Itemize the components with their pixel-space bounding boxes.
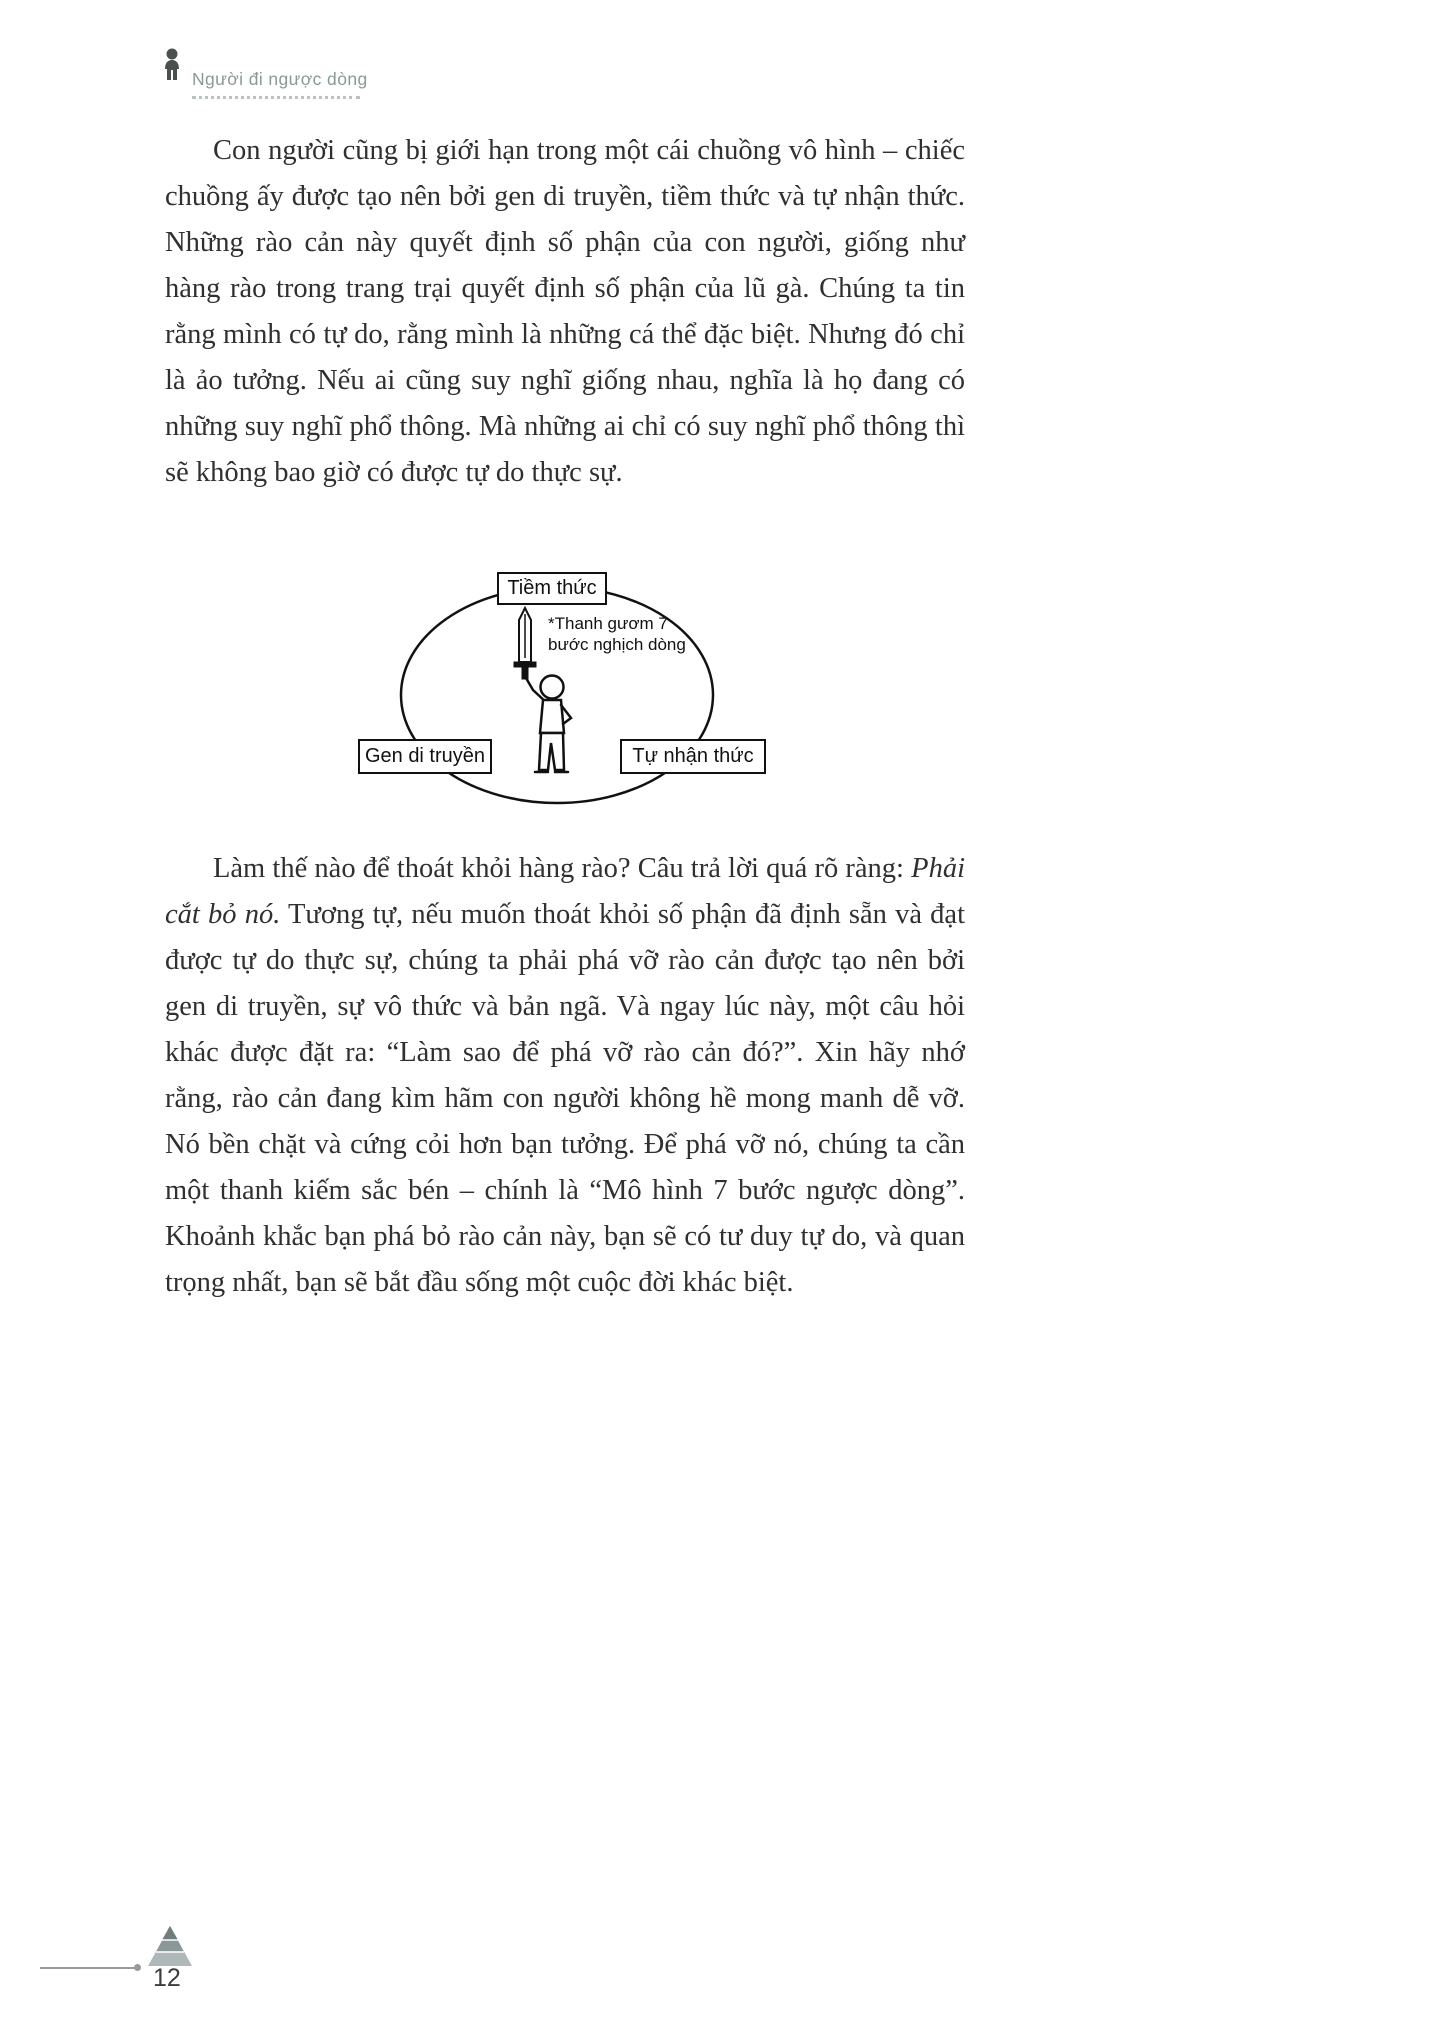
paragraph-1-text: Con người cũng bị giới hạn trong một cái chuồng vô hình – chiếc chuồng ấy được tạo nên bởi gen di truyền, tiềm thức và tự nhận thức. Những rào cản này quyết định số phận của con người, giống như hàng rào trong trang trại quyết định số phận của lũ gà. Chúng ta tin rằng mình có tự do, rằng mình là những cá thể đặc biệt. Nhưng đó chỉ là ảo tưởng. Nếu ai cũng suy nghĩ giống nhau, nghĩa là họ đang có những suy nghĩ phổ thông. Mà những ai chỉ có suy nghĩ phổ thông thì sẽ không bao giờ có được tự do thực sự. (165, 135, 965, 488)
footer-rule (40, 1967, 136, 1969)
sword-annotation (548, 613, 718, 655)
barrier-diagram (345, 558, 785, 820)
body-paragraph-1 (165, 128, 965, 496)
paragraph-2-italic-phrase: Phải cắt bỏ nó. (165, 853, 965, 930)
label-box-genetics: Gen di truyền (358, 739, 492, 774)
label-box-self-awareness: Tự nhận thức (620, 739, 766, 774)
running-header-title: Người đi ngược dòng (192, 69, 368, 89)
footer-rule-dot (134, 1964, 141, 1971)
person-figure (526, 676, 571, 773)
header-dotted-underline (192, 96, 360, 99)
running-header (160, 48, 520, 99)
sword-annotation-line1: *Thanh gươm 7 (548, 614, 668, 633)
paragraph-2-rest: Tương tự, nếu muốn thoát khỏi số phận đã định sẵn và đạt được tự do thực sự, chúng ta phải phá vỡ rào cản được tạo nên bởi gen di truyền, sự vô thức và bản ngã. Và ngay lúc này, một câu hỏi khác được đặt ra: “Làm sao để phá vỡ rào cản đó?”. Xin hãy nhớ rằng, rào cản đang kìm hãm con người không hề mong manh dễ vỡ. Nó bền chặt và cứng cỏi hơn bạn tưởng. Để phá vỡ nó, chúng ta cần một thanh kiếm sắc bén – chính là “Mô hình 7 bước ngược dòng”. Khoảnh khắc bạn phá bỏ rào cản này, bạn sẽ có tư duy tự do, và quan trọng nhất, bạn sẽ bắt đầu sống một cuộc đời khác biệt. (165, 899, 965, 1298)
label-box-subconscious: Tiềm thức (497, 572, 607, 605)
page-number: 12 (153, 1964, 181, 1992)
paragraph-2-lead: Làm thế nào để thoát khỏi hàng rào? Câu trả lời quá rõ ràng: (213, 853, 912, 884)
person-silhouette-icon (160, 48, 184, 92)
sword-icon (514, 608, 536, 679)
body-paragraph-2 (165, 846, 965, 1306)
sword-annotation-line2: bước nghịch dòng (548, 635, 686, 654)
